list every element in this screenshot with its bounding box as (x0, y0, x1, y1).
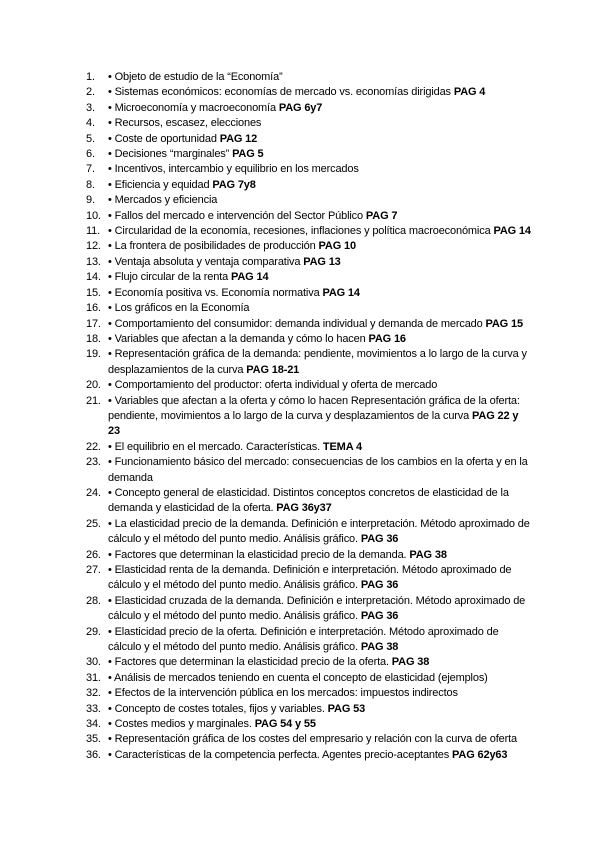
topic-body (108, 85, 531, 100)
topic-number: 31. (86, 671, 101, 684)
topic-item (86, 702, 531, 717)
topic-body (108, 101, 531, 116)
topic-body (108, 563, 531, 594)
topic-item (86, 70, 531, 85)
topic-body (108, 270, 531, 285)
topic-item (86, 671, 531, 686)
page-reference: PAG 54 y 55 (254, 718, 316, 731)
topic-item (86, 332, 531, 347)
topic-body (108, 517, 531, 548)
topic-text: • Los gráficos en la Economía (108, 302, 250, 315)
topic-item (86, 116, 531, 131)
topic-text: • Sistemas económicos: economías de mercado vs. economías dirigidas (108, 86, 451, 99)
topic-text: • Factores que determinan la elasticidad precio de la oferta. (108, 656, 389, 669)
page-reference: PAG 6y7 (278, 101, 323, 114)
topic-text: • Comportamiento del productor: oferta individual y oferta de mercado (108, 379, 438, 392)
topic-item (86, 563, 531, 594)
topic-item (86, 162, 531, 177)
topic-number: 32. (86, 687, 101, 700)
topic-body (108, 317, 531, 332)
topic-item (86, 270, 531, 285)
topic-text: • Concepto general de elasticidad. Distintos conceptos concretos de elasticidad de la demanda y elasticidad de la oferta. (108, 486, 509, 515)
topic-body (108, 455, 531, 486)
topic-number: 16. (86, 302, 101, 315)
topic-item (86, 394, 531, 440)
topic-number: 34. (86, 718, 101, 731)
topic-text: • Características de la competencia perfecta. Agentes precio-aceptantes (108, 748, 450, 761)
page-reference: PAG 36 (360, 610, 399, 623)
topic-number: 15. (86, 286, 101, 299)
topic-number: 28. (86, 594, 101, 607)
topic-number: 21. (86, 394, 101, 407)
topic-item (86, 686, 531, 701)
topic-item (86, 178, 531, 193)
topic-number: 5. (86, 132, 95, 145)
topic-body (108, 717, 531, 732)
topic-item (86, 732, 531, 747)
topic-item (86, 378, 531, 393)
topic-text: • Concepto de costes totales, fijos y variables. (108, 702, 328, 715)
topic-text: • Representación gráfica de los costes del empresario y relación con la curva de oferta (108, 733, 518, 746)
topic-text: • Recursos, escasez, elecciones (108, 117, 262, 130)
topic-item (86, 748, 531, 763)
topic-body (108, 147, 531, 162)
topic-body (108, 440, 531, 455)
topic-body (108, 132, 531, 147)
topic-item (86, 101, 531, 116)
topic-body (108, 70, 531, 85)
page-reference: PAG 18-21 (246, 363, 300, 376)
page-reference: PAG 22 y 23 (108, 409, 519, 438)
topic-number: 24. (86, 486, 101, 499)
page-reference: TEMA 4 (322, 440, 362, 453)
topic-number: 35. (86, 733, 101, 746)
topic-text: • Microeconomía y macroeconomía (108, 101, 276, 114)
topic-body (108, 686, 531, 701)
topic-item (86, 132, 531, 147)
topic-item (86, 147, 531, 162)
topic-body (108, 286, 531, 301)
topic-number: 9. (86, 194, 95, 207)
topic-text: • Factores que determinan la elasticidad precio de la demanda. (108, 548, 407, 561)
topic-number: 11. (86, 225, 101, 238)
topic-number: 33. (86, 702, 101, 715)
topic-text: • Funcionamiento básico del mercado: consecuencias de los cambios en la oferta y en la demanda (108, 456, 528, 484)
topic-text: • La frontera de posibilidades de producción (108, 240, 316, 253)
topic-body (108, 301, 531, 316)
topic-body (108, 732, 531, 747)
topic-item (86, 548, 531, 563)
topic-number: 27. (86, 564, 101, 576)
topic-body (108, 193, 531, 208)
topic-text: • Elasticidad precio de la oferta. Definición e interpretación. Método aproximado de cálculo y el método del punto medio. Análisis gráfico. (108, 625, 499, 654)
page-reference: PAG 14 (493, 225, 531, 238)
topic-item (86, 655, 531, 670)
topic-number: 23. (86, 456, 101, 469)
topic-item (86, 317, 531, 332)
page-reference: PAG 7y8 (212, 178, 256, 191)
topic-body (108, 255, 531, 270)
topic-item (86, 486, 531, 517)
topic-body (108, 748, 531, 763)
topic-text: • Efectos de la intervención pública en los mercados: impuestos indirectos (108, 687, 458, 700)
topic-text: • Objeto de estudio de la “Economía” (108, 71, 283, 83)
topic-body (108, 239, 531, 254)
topic-text: • Incentivos, intercambio y equilibrio en los mercados (108, 163, 359, 176)
page-reference: PAG 53 (327, 702, 366, 715)
topic-body (108, 332, 531, 347)
topic-number: 19. (86, 348, 101, 361)
topic-number: 14. (86, 271, 101, 284)
topic-text: • Economía positiva vs. Economía normativa (108, 286, 320, 299)
page-reference: PAG 16 (368, 332, 406, 345)
topic-text: • Flujo circular de la renta (108, 271, 229, 284)
topic-number: 6. (86, 148, 95, 161)
topic-text: • La elasticidad precio de la demanda. Definición e interpretación. Método aproximado de cálculo y el método del punto medio. Análisis gráfico. (108, 517, 530, 546)
topic-text: • Ventaja absoluta y ventaja comparativa (108, 255, 301, 268)
topic-body (108, 394, 531, 440)
topic-text: • El equilibrio en el mercado. Características. (108, 440, 321, 453)
page-reference: PAG 14 (322, 286, 360, 299)
topic-number: 25. (86, 517, 101, 530)
topic-text: • Análisis de mercados teniendo en cuenta el concepto de elasticidad (ejemplos) (108, 671, 488, 684)
topic-body (108, 116, 531, 131)
topic-item (86, 193, 531, 208)
topic-number: 8. (86, 178, 95, 191)
topic-item (86, 301, 531, 316)
topic-text: • Elasticidad renta de la demanda. Definición e interpretación. Método aproximado de cálculo y el método del punto medio. Análisis gráfico. (108, 564, 512, 592)
topic-item (86, 239, 531, 254)
topic-body (108, 486, 531, 517)
topic-text: • Representación gráfica de la demanda: pendiente, movimientos a lo largo de la curva y desplazamientos de la curva (108, 348, 527, 376)
topic-text: • Eficiencia y equidad (108, 178, 210, 191)
topic-body (108, 594, 531, 625)
topic-item (86, 517, 531, 548)
topic-item (86, 224, 531, 239)
topic-text: • Decisiones “marginales” (108, 148, 230, 161)
topic-body (108, 209, 531, 224)
topic-body (108, 625, 531, 656)
page-reference: PAG 62y63 (452, 748, 508, 761)
page-reference: PAG 38 (391, 656, 430, 669)
page-reference: PAG 7 (365, 209, 398, 222)
topic-text: • Costes medios y marginales. (108, 718, 252, 731)
topic-text: • Variables que afectan a la oferta y cómo lo hacen Representación gráfica de la oferta: pendiente, movimientos a lo largo de la curva y desplazamientos de la curva (108, 394, 520, 422)
page-reference: PAG 15 (485, 317, 523, 330)
page-reference: PAG 4 (453, 86, 486, 99)
page-reference: PAG 36 (360, 533, 399, 546)
topic-item (86, 625, 531, 656)
topic-number: 3. (86, 101, 95, 114)
topic-item (86, 455, 531, 486)
topic-text: • Circularidad de la economía, recesiones, inflaciones y política macroeconómica (108, 225, 491, 238)
page-reference: PAG 38 (360, 641, 399, 654)
topic-number: 30. (86, 656, 101, 669)
topic-text: • Comportamiento del consumidor: demanda individual y demanda de mercado (108, 317, 483, 330)
page-reference: PAG 14 (231, 271, 269, 284)
topic-number: 20. (86, 379, 101, 392)
topic-item (86, 286, 531, 301)
topic-number: 7. (86, 163, 95, 176)
page-reference: PAG 36y37 (276, 502, 332, 515)
topic-text: • Coste de oportunidad (108, 132, 220, 145)
topic-list (86, 70, 531, 763)
topic-number: 13. (86, 255, 101, 268)
topic-number: 4. (86, 117, 95, 130)
page-reference: PAG 38 (409, 548, 447, 561)
topic-body (108, 178, 531, 193)
topic-item (86, 594, 531, 625)
topic-body (108, 162, 531, 177)
topic-number: 18. (86, 332, 101, 345)
topic-number: 2. (86, 86, 95, 99)
topic-text: • Elasticidad cruzada de la demanda. Definición e interpretación. Método aproximado de cálculo y el método del punto medio. Análisis gráfico. (108, 594, 526, 623)
topic-body (108, 655, 531, 670)
topic-body (108, 347, 531, 378)
page-reference: PAG 10 (318, 240, 356, 253)
topic-item (86, 347, 531, 378)
topic-body (108, 671, 531, 686)
topic-text: • Mercados y eficiencia (108, 194, 218, 207)
topic-text: • Variables que afectan a la demanda y cómo lo hacen (108, 332, 366, 345)
topic-number: 22. (86, 440, 101, 453)
topic-item (86, 85, 531, 100)
page-reference: PAG 5 (232, 148, 264, 161)
topic-number: 36. (86, 748, 101, 761)
topic-number: 1. (86, 71, 95, 83)
topic-number: 29. (86, 625, 101, 638)
topic-number: 12. (86, 240, 101, 253)
topic-item (86, 255, 531, 270)
page-reference: PAG 36 (360, 579, 399, 592)
topic-item (86, 440, 531, 455)
page-reference: PAG 12 (219, 132, 258, 145)
topic-body (108, 378, 531, 393)
page-reference: PAG 13 (303, 255, 341, 268)
topic-body (108, 224, 531, 239)
topic-text: • Fallos del mercado e intervención del Sector Público (108, 209, 363, 222)
topic-number: 17. (86, 317, 101, 330)
topic-body (108, 702, 531, 717)
topic-number: 26. (86, 548, 101, 561)
topic-item (86, 209, 531, 224)
topic-number: 10. (86, 209, 101, 222)
topic-item (86, 717, 531, 732)
topic-body (108, 548, 531, 563)
